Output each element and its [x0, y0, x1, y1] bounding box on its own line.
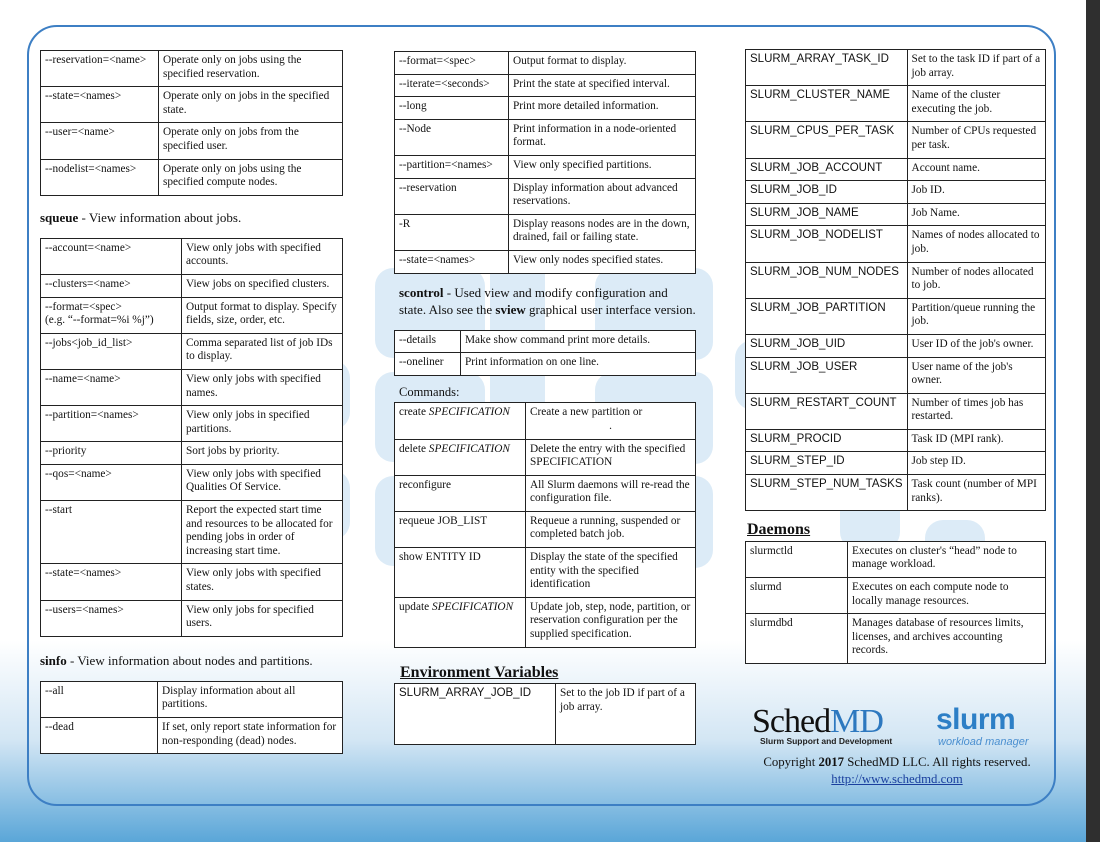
table-cell-key: delete SPECIFICATION — [395, 439, 526, 475]
table-row — [395, 155, 696, 178]
table-row — [746, 226, 1046, 262]
sinfo-command: sinfo — [40, 652, 67, 668]
table-cell-description: Number of CPUs requested per task. — [907, 122, 1045, 158]
copyright-suffix: SchedMD LLC. All rights reserved. — [844, 755, 1031, 769]
table-cell-key: SLURM_STEP_NUM_TASKS — [746, 475, 908, 511]
table-row — [746, 614, 1046, 664]
table-cell-key: --state=<names> — [41, 87, 159, 123]
table-cell-description: Task ID (MPI rank). — [907, 429, 1045, 452]
table-cell-key: --format=<spec> — [395, 52, 509, 75]
table-row — [395, 548, 696, 598]
slurm-tagline: workload manager — [938, 736, 1029, 748]
schedmd-logo-md: MD — [830, 703, 883, 740]
copyright-block — [752, 754, 1042, 788]
table-cell-description: Number of nodes allocated to job. — [907, 262, 1045, 298]
table-row — [746, 50, 1046, 86]
table-cell-description: View only jobs with specified Qualities Of Service. — [182, 464, 343, 500]
table-cell-key: SLURM_JOB_USER — [746, 357, 908, 393]
table-cell-description: Operate only on jobs from the specified user. — [159, 123, 343, 159]
table-cell-key: SLURM_JOB_NUM_NODES — [746, 262, 908, 298]
table-row — [395, 214, 696, 250]
table-cell-description: Job ID. — [907, 181, 1045, 204]
table-cell-description: If set, only report state information for non-responding (dead) nodes. — [158, 718, 343, 754]
table-cell-description: Make show command print more details. — [461, 330, 696, 353]
table-row — [41, 333, 343, 369]
schedmd-logo-sched: Sched — [752, 703, 831, 740]
sview-command: sview — [495, 301, 526, 317]
table-cell-key: --oneliner — [395, 353, 461, 376]
cell-line: Create a new partition or — [530, 406, 643, 419]
table-row — [41, 123, 343, 159]
copyright-line — [752, 754, 1042, 771]
table-cell-description: View only jobs in specified partitions. — [182, 406, 343, 442]
table-cell-description: Operate only on jobs using the specified reservation. — [159, 51, 343, 87]
table-cell-key: --iterate=<seconds> — [395, 74, 509, 97]
table-cell-key: SLURM_JOB_NODELIST — [746, 226, 908, 262]
table-cell-key: --Node — [395, 119, 509, 155]
squeue-heading — [40, 210, 343, 226]
table-cell-key: slurmdbd — [746, 614, 848, 664]
table-row — [395, 250, 696, 273]
table-cell-description: Display the state of the specified entity with the specified identification — [526, 548, 696, 598]
table-cell-description: Print more detailed information. — [509, 97, 696, 120]
scontrol-heading — [399, 284, 696, 318]
commands-table — [394, 402, 696, 647]
table-cell-key: --dead — [41, 718, 158, 754]
table-cell-key: --user=<name> — [41, 123, 159, 159]
squeue-description: - View information about jobs. — [78, 209, 242, 225]
squeue-command: squeue — [40, 209, 79, 225]
sinfo-options-table — [394, 51, 696, 274]
table-cell-key: --partition=<names> — [395, 155, 509, 178]
env-vars-table-part1 — [394, 683, 696, 745]
table-cell-description: Set to the job ID if part of a job array. — [556, 684, 696, 745]
table-cell-key: SLURM_CLUSTER_NAME — [746, 86, 908, 122]
table-cell-key: slurmctld — [746, 541, 848, 577]
scontrol-description: - Used view and modify configuration and state. Also see the — [399, 284, 668, 317]
table-cell-key: --nodelist=<names> — [41, 159, 159, 195]
table-cell-key: --state=<names> — [395, 250, 509, 273]
sinfo-description: - View information about nodes and partitions. — [66, 652, 313, 668]
daemons-heading: Daemons — [747, 521, 811, 539]
table-row — [41, 464, 343, 500]
table-cell-key: --jobs<job_id_list> — [41, 333, 182, 369]
table-cell-key: SLURM_STEP_ID — [746, 452, 908, 475]
table-cell-key: update SPECIFICATION — [395, 597, 526, 647]
column-3 — [745, 49, 1046, 664]
specification-term: SPECIFICATION — [428, 406, 510, 419]
sview-description: graphical user interface version. — [525, 301, 696, 317]
schedmd-tagline: Slurm Support and Development — [760, 736, 893, 746]
viewer-edge — [1086, 0, 1100, 842]
table-cell-key: --all — [41, 681, 158, 717]
copyright-prefix: Copyright — [763, 755, 819, 769]
table-cell-key: slurmd — [746, 578, 848, 614]
table-cell-description: Print information in a node-oriented format. — [509, 119, 696, 155]
table-cell-key: requeue JOB_LIST — [395, 511, 526, 547]
table-row — [395, 119, 696, 155]
table-cell-description: User name of the job's owner. — [907, 357, 1045, 393]
table-cell-key: --partition=<names> — [41, 406, 182, 442]
daemons-table — [745, 541, 1046, 664]
table-row — [746, 86, 1046, 122]
table-cell-description: Task count (number of MPI ranks). — [907, 475, 1045, 511]
table-cell-key: --reservation — [395, 178, 509, 214]
table-row — [746, 541, 1046, 577]
table-cell-key: --start — [41, 501, 182, 564]
table-cell-key: SLURM_ARRAY_TASK_ID — [746, 50, 908, 86]
table-row — [395, 475, 696, 511]
table-cell-key: SLURM_JOB_ID — [746, 181, 908, 204]
sinfo-table — [40, 681, 343, 754]
table-cell-description: View only jobs with specified names. — [182, 369, 343, 405]
specification-term: SPECIFICATION — [428, 442, 510, 455]
table-cell-description: Print the state at specified interval. — [509, 74, 696, 97]
table-row — [41, 297, 343, 333]
table-row — [395, 178, 696, 214]
table-cell-key: reconfigure — [395, 475, 526, 511]
table-row — [395, 52, 696, 75]
env-vars-heading: Environment Variables — [400, 663, 559, 681]
table-row — [395, 97, 696, 120]
sinfo-heading — [40, 653, 343, 669]
table-cell-description: View only jobs with specified states. — [182, 564, 343, 600]
table-cell-description: Output format to display. Specify fields, size, order, etc. — [182, 297, 343, 333]
table-row — [395, 684, 696, 745]
table-cell-description: Report the expected start time and resources to be allocated for pending jobs in order of increasing start time. — [182, 501, 343, 564]
scontrol-options-table — [394, 330, 696, 376]
table-cell-description: Delete the entry with the specified SPECIFICATION — [526, 439, 696, 475]
table-row — [395, 74, 696, 97]
table-row — [746, 334, 1046, 357]
table-row — [41, 51, 343, 87]
table-row — [41, 501, 343, 564]
table-cell-key: --qos=<name> — [41, 464, 182, 500]
table-cell-description: Partition/queue running the job. — [907, 298, 1045, 334]
commands-label: Commands: — [399, 384, 460, 399]
table-cell-description: View jobs on specified clusters. — [182, 274, 343, 297]
table-cell-key: --name=<name> — [41, 369, 182, 405]
table-cell-key: --format=<spec> (e.g. “--format=%i %j”) — [41, 297, 182, 333]
table-cell-key: SLURM_PROCID — [746, 429, 908, 452]
table-cell-key: --reservation=<name> — [41, 51, 159, 87]
table-cell-key: --clusters=<name> — [41, 274, 182, 297]
footer-logos — [752, 703, 1042, 753]
table-cell-description: View only nodes specified states. — [509, 250, 696, 273]
table-row — [41, 442, 343, 465]
table-row — [746, 122, 1046, 158]
table-row — [41, 564, 343, 600]
table-cell-description: Set to the task ID if part of a job array. — [907, 50, 1045, 86]
cell-line: . — [609, 419, 612, 432]
table-row — [395, 597, 696, 647]
table-cell-description: Job step ID. — [907, 452, 1045, 475]
table-row — [746, 262, 1046, 298]
table-cell-description: Number of times job has restarted. — [907, 393, 1045, 429]
table-cell-key: --state=<names> — [41, 564, 182, 600]
table-row — [41, 369, 343, 405]
table-cell-description: View only specified partitions. — [509, 155, 696, 178]
table-cell-description: Names of nodes allocated to job. — [907, 226, 1045, 262]
table-row — [41, 718, 343, 754]
table-cell-description: Comma separated list of job IDs to display. — [182, 333, 343, 369]
table-cell-description: Executes on cluster's “head” node to manage workload. — [848, 541, 1046, 577]
table-row — [746, 475, 1046, 511]
table-row — [395, 403, 696, 439]
table-cell-description: Display information about advanced reservations. — [509, 178, 696, 214]
table-row — [395, 353, 696, 376]
table-cell-description: Requeue a running, suspended or completed batch job. — [526, 511, 696, 547]
env-vars-table-part2 — [745, 49, 1046, 511]
table-row — [41, 681, 343, 717]
table-row — [746, 429, 1046, 452]
schedmd-website-link[interactable]: http://www.schedmd.com — [831, 772, 963, 786]
table-cell-key: SLURM_CPUS_PER_TASK — [746, 122, 908, 158]
table-row — [746, 158, 1046, 181]
table-row — [395, 330, 696, 353]
table-row — [746, 298, 1046, 334]
table-cell-key: --priority — [41, 442, 182, 465]
table-cell-key: --long — [395, 97, 509, 120]
table-cell-description: Executes on each compute node to locally manage resources. — [848, 578, 1046, 614]
table-cell-description: Sort jobs by priority. — [182, 442, 343, 465]
table-cell-description: Operate only on jobs using the specified compute nodes. — [159, 159, 343, 195]
table-cell-key: --account=<name> — [41, 238, 182, 274]
slurm-logo: slurm — [936, 703, 1016, 736]
table-row — [395, 511, 696, 547]
table-cell-key: SLURM_JOB_NAME — [746, 203, 908, 226]
column-2 — [394, 51, 696, 745]
table-cell-description: Print information on one line. — [461, 353, 696, 376]
table-cell-description: Manages database of resources limits, licenses, and archives accounting records. — [848, 614, 1046, 664]
squeue-table — [40, 238, 343, 637]
copyright-year: 2017 — [818, 755, 845, 769]
table-cell-description: Display reasons nodes are in the down, drained, fail or failing state. — [509, 214, 696, 250]
table-cell-key: SLURM_JOB_UID — [746, 334, 908, 357]
table-cell-description — [526, 403, 696, 439]
specification-term: SPECIFICATION — [431, 600, 514, 613]
table-cell-key: --details — [395, 330, 461, 353]
scontrol-command: scontrol — [399, 284, 444, 300]
job-filter-table — [40, 50, 343, 196]
table-cell-description: View only jobs for specified users. — [182, 600, 343, 636]
table-row — [746, 452, 1046, 475]
table-row — [41, 274, 343, 297]
table-cell-key: show ENTITY ID — [395, 548, 526, 598]
table-cell-key: SLURM_ARRAY_JOB_ID — [395, 684, 556, 745]
table-row — [395, 439, 696, 475]
table-cell-description: View only jobs with specified accounts. — [182, 238, 343, 274]
table-cell-description: Name of the cluster executing the job. — [907, 86, 1045, 122]
table-cell-description: Update job, step, node, partition, or reservation configuration per the supplied specification. — [526, 597, 696, 647]
table-row — [41, 406, 343, 442]
table-row — [746, 357, 1046, 393]
table-cell-description: Account name. — [907, 158, 1045, 181]
table-row — [41, 87, 343, 123]
table-cell-key: SLURM_JOB_ACCOUNT — [746, 158, 908, 181]
column-1 — [40, 50, 343, 754]
table-cell-description: User ID of the job's owner. — [907, 334, 1045, 357]
table-row — [746, 203, 1046, 226]
table-cell-description: Output format to display. — [509, 52, 696, 75]
table-cell-description: Operate only on jobs in the specified state. — [159, 87, 343, 123]
table-cell-key: -R — [395, 214, 509, 250]
table-cell-description: Display information about all partitions. — [158, 681, 343, 717]
table-cell-description: All Slurm daemons will re-read the configuration file. — [526, 475, 696, 511]
table-row — [746, 393, 1046, 429]
table-row — [41, 159, 343, 195]
table-cell-key: SLURM_RESTART_COUNT — [746, 393, 908, 429]
table-cell-key: SLURM_JOB_PARTITION — [746, 298, 908, 334]
table-row — [41, 238, 343, 274]
table-row — [746, 578, 1046, 614]
table-cell-description: Job Name. — [907, 203, 1045, 226]
table-row — [41, 600, 343, 636]
table-cell-key: create SPECIFICATION — [395, 403, 526, 439]
table-cell-key: --users=<names> — [41, 600, 182, 636]
table-row — [746, 181, 1046, 204]
